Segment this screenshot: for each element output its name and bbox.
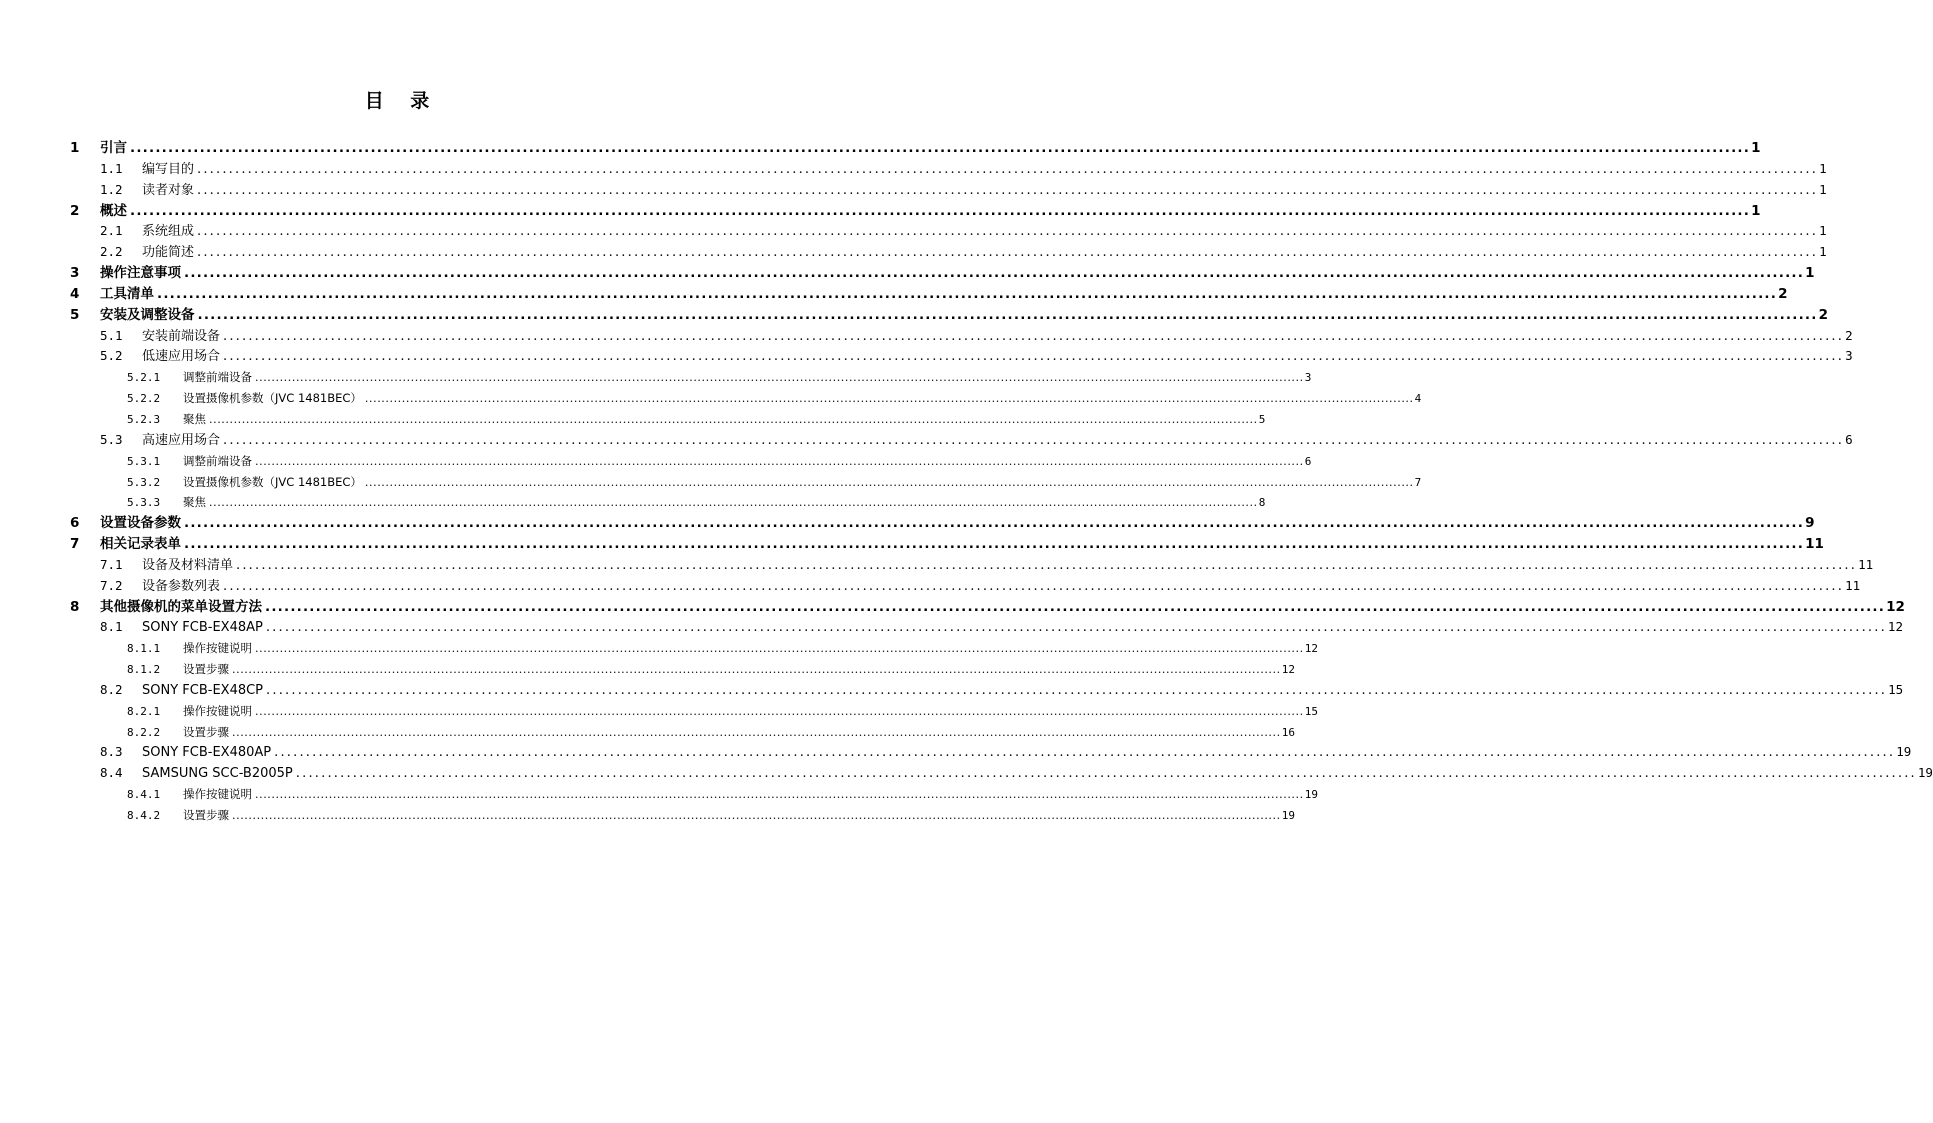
toc-leader-dots: ................................................................................................................................................................................................................................................................ bbox=[232, 725, 1281, 739]
toc-entry-page: 16 bbox=[1281, 725, 1295, 739]
toc-entry-number: 5.1 bbox=[100, 327, 123, 343]
toc-entry-page: 12 bbox=[1281, 663, 1295, 677]
toc-entry-title: 其他摄像机的菜单设置方法 bbox=[100, 598, 262, 615]
toc-entry[interactable] bbox=[70, 555, 1874, 576]
toc-entry-title: 设置步骤 bbox=[183, 662, 229, 677]
toc-entry[interactable] bbox=[70, 242, 1827, 263]
toc-entry-page: 8 bbox=[1258, 496, 1266, 510]
toc-entry-number: 7.2 bbox=[100, 577, 123, 593]
toc-leader-dots: ................................................................................................................................................................................................................................................................ bbox=[232, 663, 1281, 677]
toc-entry-number: 5.2.1 bbox=[127, 371, 161, 385]
toc-entry-number: 2.1 bbox=[100, 223, 123, 239]
toc-entry-number: 8.1.2 bbox=[127, 663, 161, 677]
toc-leader-dots: ................................................................................................................................................................................................................................................................ bbox=[197, 224, 1819, 240]
toc-leader-dots: ................................................................................................................................................................................................................................................................ bbox=[265, 598, 1886, 615]
toc-entry-number: 8.1 bbox=[100, 619, 123, 635]
toc-leader-dots: ................................................................................................................................................................................................................................................................ bbox=[274, 745, 1896, 761]
toc-entry-number: 8.4.2 bbox=[127, 809, 161, 822]
toc-leader-dots: ................................................................................................................................................................................................................................................................ bbox=[255, 454, 1304, 468]
toc-entry-title: 设备参数列表 bbox=[142, 578, 221, 594]
toc-leader-dots: ................................................................................................................................................................................................................................................................ bbox=[255, 704, 1304, 718]
toc-entry-number: 7.1 bbox=[100, 556, 123, 572]
toc-entry-title: 操作按键说明 bbox=[183, 703, 252, 718]
toc-entry[interactable] bbox=[70, 284, 1788, 305]
toc-leader-dots: ................................................................................................................................................................................................................................................................ bbox=[197, 245, 1819, 261]
toc-entry-number: 7 bbox=[70, 536, 80, 553]
toc-entry-page: 1 bbox=[1819, 244, 1827, 260]
toc-leader-dots: ................................................................................................................................................................................................................................................................ bbox=[295, 766, 1917, 782]
table-of-contents bbox=[70, 138, 1933, 826]
toc-entry-title: 相关记录表单 bbox=[100, 536, 181, 553]
toc-entry-number: 1.1 bbox=[100, 160, 123, 176]
toc-entry-title: 操作按键说明 bbox=[183, 787, 252, 802]
toc-entry[interactable] bbox=[70, 409, 1266, 430]
toc-leader-dots: ................................................................................................................................................................................................................................................................ bbox=[197, 161, 1819, 177]
toc-entry[interactable] bbox=[70, 701, 1318, 722]
toc-entry-number: 6 bbox=[70, 515, 80, 532]
toc-entry-title: 引言 bbox=[100, 140, 127, 156]
toc-entry[interactable] bbox=[70, 597, 1905, 618]
toc-entry-page: 2 bbox=[1845, 327, 1853, 343]
toc-entry-title: 安装前端设备 bbox=[142, 328, 221, 344]
toc-entry[interactable] bbox=[70, 742, 1912, 763]
toc-entry-page: 15 bbox=[1888, 681, 1904, 697]
toc-entry-number: 8.1.1 bbox=[127, 642, 161, 656]
toc-entry-number: 5.2 bbox=[100, 348, 123, 364]
toc-leader-dots: ................................................................................................................................................................................................................................................................ bbox=[266, 682, 1888, 698]
toc-entry-title: SONY FCB-EX48CP bbox=[142, 682, 264, 698]
toc-entry-number: 5.2.2 bbox=[127, 392, 161, 406]
toc-entry-title: 聚焦 bbox=[183, 495, 206, 510]
toc-entry-page: 6 bbox=[1845, 431, 1853, 447]
toc-entry-title: 调整前端设备 bbox=[183, 453, 252, 468]
toc-leader-dots: ................................................................................................................................................................................................................................................................ bbox=[130, 202, 1751, 219]
toc-entry-number: 5.2.3 bbox=[127, 412, 161, 426]
toc-entry-number: 5.3 bbox=[100, 431, 123, 447]
toc-entry-title: 工具清单 bbox=[100, 285, 154, 302]
toc-entry-number: 8.2 bbox=[100, 681, 123, 697]
toc-entry[interactable] bbox=[70, 680, 1904, 701]
toc-entry-title: 操作注意事项 bbox=[100, 265, 181, 282]
toc-entry[interactable] bbox=[70, 159, 1827, 180]
toc-entry[interactable] bbox=[70, 492, 1266, 513]
toc-entry-number: 8.4.1 bbox=[127, 788, 161, 802]
toc-leader-dots: ................................................................................................................................................................................................................................................................ bbox=[255, 788, 1304, 802]
toc-title bbox=[0, 86, 794, 113]
toc-entry[interactable] bbox=[70, 388, 1422, 409]
toc-entry-title: SONY FCB-EX480AP bbox=[142, 745, 272, 761]
toc-entry-page: 12 bbox=[1887, 619, 1903, 635]
toc-entry[interactable] bbox=[70, 638, 1318, 659]
toc-entry-page: 11 bbox=[1805, 536, 1824, 553]
toc-entry-page: 2 bbox=[1778, 285, 1788, 302]
toc-entry-title: 设置设备参数 bbox=[100, 515, 181, 532]
toc-entry-number: 2.2 bbox=[100, 244, 123, 260]
toc-entry-number: 3 bbox=[70, 265, 80, 282]
toc-entry-number: 1 bbox=[70, 140, 80, 156]
toc-leader-dots: ................................................................................................................................................................................................................................................................ bbox=[197, 182, 1819, 198]
toc-entry-title: SONY FCB-EX48AP bbox=[142, 620, 263, 636]
toc-title-text: 目 录 bbox=[364, 90, 430, 112]
toc-entry-page: 1 bbox=[1819, 181, 1827, 197]
toc-leader-dots: ................................................................................................................................................................................................................................................................ bbox=[364, 392, 1414, 406]
toc-leader-dots: ................................................................................................................................................................................................................................................................ bbox=[223, 578, 1845, 594]
toc-entry-page: 1 bbox=[1819, 223, 1827, 239]
toc-entry-page: 7 bbox=[1414, 475, 1422, 489]
toc-leader-dots: ................................................................................................................................................................................................................................................................ bbox=[236, 557, 1858, 573]
toc-leader-dots: ................................................................................................................................................................................................................................................................ bbox=[255, 371, 1304, 385]
toc-entry-page: 4 bbox=[1414, 392, 1422, 406]
toc-entry[interactable] bbox=[70, 659, 1295, 680]
toc-entry[interactable] bbox=[70, 472, 1422, 493]
toc-entry-title: 低速应用场合 bbox=[142, 349, 221, 365]
toc-entry[interactable] bbox=[70, 305, 1828, 326]
toc-entry[interactable] bbox=[70, 367, 1312, 388]
toc-entry-page: 19 bbox=[1917, 765, 1933, 781]
toc-entry[interactable] bbox=[70, 805, 1295, 826]
toc-entry[interactable] bbox=[70, 763, 1933, 784]
toc-entry-page: 11 bbox=[1858, 556, 1874, 572]
toc-entry[interactable] bbox=[70, 180, 1827, 201]
toc-entry-number: 5 bbox=[70, 306, 80, 323]
toc-entry[interactable] bbox=[70, 138, 1761, 159]
toc-entry-page: 3 bbox=[1304, 371, 1312, 385]
toc-entry[interactable] bbox=[70, 430, 1853, 451]
toc-entry-title: 设备及材料清单 bbox=[142, 557, 234, 573]
toc-entry-title: 编写目的 bbox=[142, 161, 195, 177]
toc-entry-number: 4 bbox=[70, 285, 80, 302]
toc-entry-number: 5.3.2 bbox=[127, 475, 161, 489]
toc-entry-title: 设置摄像机参数（JVC 1481BEC） bbox=[183, 391, 362, 406]
toc-leader-dots: ................................................................................................................................................................................................................................................................ bbox=[157, 285, 1778, 302]
toc-leader-dots: ................................................................................................................................................................................................................................................................ bbox=[255, 642, 1304, 656]
toc-entry-page: 3 bbox=[1845, 348, 1853, 364]
toc-entry-number: 1.2 bbox=[100, 181, 123, 197]
toc-entry-page: 15 bbox=[1304, 704, 1318, 718]
toc-entry-number: 8.2.2 bbox=[127, 725, 161, 739]
toc-entry-title: 聚焦 bbox=[183, 411, 206, 426]
toc-leader-dots: ................................................................................................................................................................................................................................................................ bbox=[209, 412, 1258, 426]
toc-entry[interactable] bbox=[70, 221, 1827, 242]
toc-entry-number: 8.2.1 bbox=[127, 704, 161, 718]
toc-leader-dots: ................................................................................................................................................................................................................................................................ bbox=[197, 306, 1818, 323]
toc-leader-dots: ................................................................................................................................................................................................................................................................ bbox=[184, 536, 1805, 553]
toc-entry-title: 系统组成 bbox=[142, 224, 195, 240]
toc-entry[interactable] bbox=[70, 263, 1815, 284]
toc-entry-page: 1 bbox=[1819, 160, 1827, 176]
toc-entry-title: SAMSUNG SCC-B2005P bbox=[142, 766, 293, 782]
toc-entry[interactable] bbox=[70, 784, 1318, 805]
toc-entry-page: 5 bbox=[1258, 412, 1266, 426]
toc-entry-title: 调整前端设备 bbox=[183, 370, 252, 385]
toc-leader-dots: ................................................................................................................................................................................................................................................................ bbox=[265, 620, 1887, 636]
toc-entry-title: 设置步骤 bbox=[183, 724, 229, 739]
toc-leader-dots: ................................................................................................................................................................................................................................................................ bbox=[223, 349, 1845, 365]
toc-entry-title: 设置步骤 bbox=[183, 808, 229, 822]
toc-leader-dots: ................................................................................................................................................................................................................................................................ bbox=[184, 265, 1805, 282]
toc-entry-title: 操作按键说明 bbox=[183, 641, 252, 656]
toc-leader-dots: ................................................................................................................................................................................................................................................................ bbox=[209, 496, 1258, 510]
toc-entry-title: 读者对象 bbox=[142, 182, 195, 198]
toc-entry[interactable] bbox=[70, 534, 1824, 555]
toc-entry-page: 19 bbox=[1304, 788, 1318, 802]
toc-leader-dots: ................................................................................................................................................................................................................................................................ bbox=[232, 809, 1281, 822]
toc-entry-page: 9 bbox=[1805, 515, 1815, 532]
toc-entry[interactable] bbox=[70, 451, 1312, 472]
toc-entry[interactable] bbox=[70, 617, 1903, 638]
toc-entry-number: 5.3.3 bbox=[127, 496, 161, 510]
toc-entry[interactable] bbox=[70, 513, 1815, 534]
toc-entry[interactable] bbox=[70, 326, 1853, 347]
toc-entry-page: 1 bbox=[1751, 140, 1761, 156]
toc-entry[interactable] bbox=[70, 576, 1861, 597]
toc-entry-page: 2 bbox=[1818, 306, 1828, 323]
toc-entry-page: 19 bbox=[1896, 744, 1912, 760]
toc-entry[interactable] bbox=[70, 722, 1295, 743]
toc-entry-page: 1 bbox=[1805, 265, 1815, 282]
toc-entry-number: 2 bbox=[70, 202, 80, 219]
toc-entry-page: 12 bbox=[1304, 642, 1318, 656]
toc-entry-page: 19 bbox=[1281, 809, 1295, 822]
toc-entry-page: 6 bbox=[1304, 454, 1312, 468]
toc-entry-number: 8.3 bbox=[100, 744, 123, 760]
toc-leader-dots: ................................................................................................................................................................................................................................................................ bbox=[184, 515, 1805, 532]
toc-entry-title: 概述 bbox=[100, 202, 127, 219]
toc-entry-page: 11 bbox=[1845, 577, 1861, 593]
toc-leader-dots: ................................................................................................................................................................................................................................................................ bbox=[223, 432, 1845, 448]
toc-entry-number: 5.3.1 bbox=[127, 454, 161, 468]
toc-entry[interactable] bbox=[70, 346, 1853, 367]
toc-leader-dots: ................................................................................................................................................................................................................................................................ bbox=[223, 328, 1845, 344]
toc-entry-page: 1 bbox=[1751, 202, 1761, 219]
toc-entry-title: 安装及调整设备 bbox=[100, 306, 195, 323]
toc-leader-dots: ................................................................................................................................................................................................................................................................ bbox=[130, 140, 1751, 156]
toc-entry[interactable] bbox=[70, 201, 1761, 222]
toc-entry-number: 8 bbox=[70, 598, 80, 615]
toc-entry-title: 高速应用场合 bbox=[142, 432, 221, 448]
toc-entry-number: 8.4 bbox=[100, 765, 123, 781]
toc-leader-dots: ................................................................................................................................................................................................................................................................ bbox=[364, 475, 1414, 489]
toc-entry-title: 功能简述 bbox=[142, 245, 195, 261]
toc-entry-title: 设置摄像机参数（JVC 1481BEC） bbox=[183, 474, 362, 489]
toc-entry-page: 12 bbox=[1886, 598, 1905, 615]
